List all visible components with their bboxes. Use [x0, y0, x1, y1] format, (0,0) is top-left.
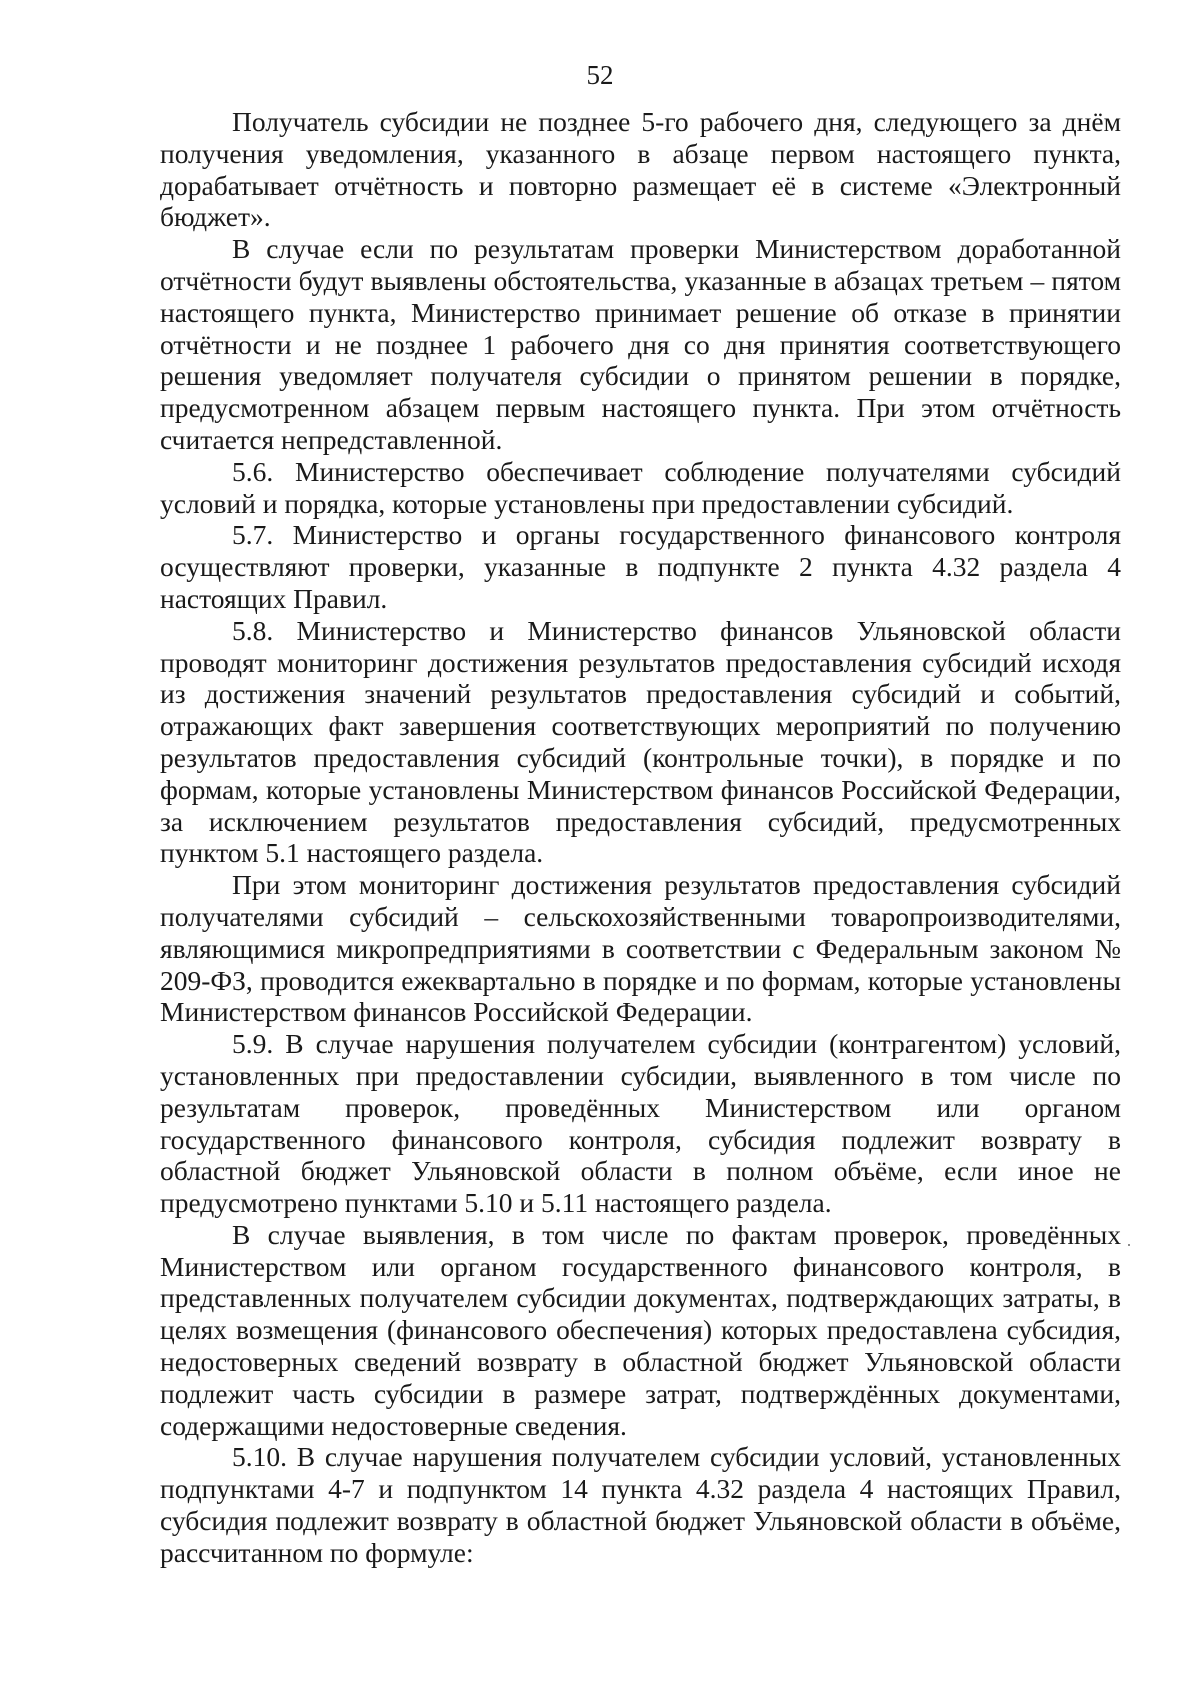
paragraph-monitoring-micro-enterprises: При этом мониторинг достижения результатов предоставления субсидий получателями субсидий – сельскохозяйственными товаропроизводителями, являющимися микропредприятиями в соответствии с Федеральным законом № 209-ФЗ, проводится ежеквартально в порядке и по формам, которые установлены Министерством финансов Российской Федерации.	[160, 869, 1121, 1028]
paragraph-resubmission-deadline: Получатель субсидии не позднее 5-го рабочего дня, следующего за днём получения уведомления, указанного в абзаце первом настоящего пункта, дорабатывает отчётность и повторно размещает её в системе «Электронный бюджет».	[160, 106, 1121, 233]
paragraph-5-9: 5.9. В случае нарушения получателем субсидии (контрагентом) условий, установленных при предоставлении субсидии, выявленного в том числе по результатам проверок, проведённых Министерством или органом государственного финансового контроля, субсидия подлежит возврату в областной бюджет Ульяновской области в полном объёме, если иное не предусмотрено пунктами 5.10 и 5.11 настоящего раздела.	[160, 1028, 1121, 1219]
document-body	[160, 106, 1121, 1569]
page-number: 52	[586, 60, 614, 90]
paragraph-5-6: 5.6. Министерство обеспечивает соблюдение получателями субсидий условий и порядка, которые установлены при предоставлении субсидий.	[160, 455, 1121, 519]
paragraph-5-10: 5.10. В случае нарушения получателем субсидии условий, установленных подпунктами 4-7 и подпунктом 14 пункта 4.32 раздела 4 настоящих Правил, субсидия подлежит возврату в областной бюджет Ульяновской области в объёме, рассчитанном по формуле:	[160, 1441, 1121, 1568]
paragraph-false-information: В случае выявления, в том числе по фактам проверок, проведённых Министерством или органом государственного финансового контроля, в представленных получателем субсидии документах, подтверждающих затраты, в целях возмещения (финансового обеспечения) которых предоставлена субсидия, недостоверных сведений возврату в областной бюджет Ульяновской области подлежит часть субсидии в размере затрат, подтверждённых документами, содержащими недостоверные сведения.	[160, 1218, 1121, 1441]
paragraph-5-7: 5.7. Министерство и органы государственного финансового контроля осуществляют проверки, указанные в подпункте 2 пункта 4.32 раздела 4 настоящих Правил.	[160, 519, 1121, 614]
paragraph-rejection-of-report: В случае если по результатам проверки Министерством доработанной отчётности будут выявлены обстоятельства, указанные в абзацах третьем – пятом настоящего пункта, Министерство принимает решение об отказе в принятии отчётности и не позднее 1 рабочего дня со дня принятия соответствующего решения уведомляет получателя субсидии о принятом решении в порядке, предусмотренном абзацем первым настоящего пункта. При этом отчётность считается непредставленной.	[160, 233, 1121, 455]
scan-speck	[1128, 1244, 1130, 1246]
paragraph-5-8: 5.8. Министерство и Министерство финансов Ульяновской области проводят мониторинг достижения результатов предоставления субсидий исходя из достижения значений результатов предоставления субсидий и событий, отражающих факт завершения соответствующих мероприятий по получению результатов предоставления субсидий (контрольные точки), в порядке и по формам, которые установлены Министерством финансов Российской Федерации, за исключением результатов предоставления субсидий, предусмотренных пунктом 5.1 настоящего раздела.	[160, 614, 1121, 869]
